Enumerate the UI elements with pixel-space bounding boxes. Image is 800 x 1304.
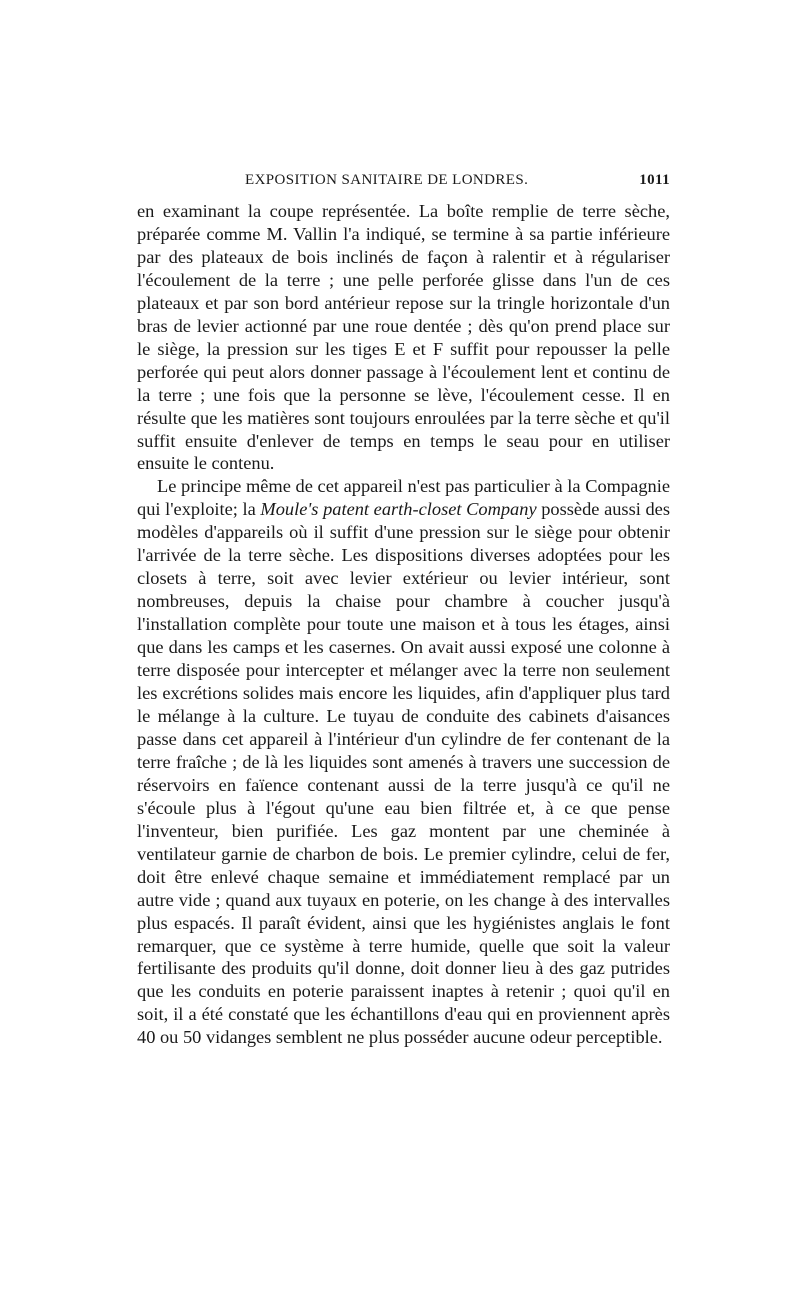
- paragraph-2-start: Le principe même de cet appareil n'est pas particulier à la Compagnie qui l'exploite; la: [137, 476, 670, 520]
- paragraph-1: en examinant la coupe représentée. La boîte remplie de terre sèche, préparée comme M. Vallin l'a indiqué, se termine à sa partie inférieure par des plateaux de bois inclinés de façon à ralentir et à régulariser l'écoulement de la terre ; une pelle perforée glisse dans l'un de ces plateaux et par son bord antérieur repose sur la tringle horizontale d'un bras de levier actionné par une roue dentée ; dès qu'on prend place sur le siège, la pression sur les tiges E et F suffit pour repousser la pelle perforée qui peut alors donner passage à l'écoulement lent et continu de la terre ; une fois que la personne se lève, l'écoulement cesse. Il en résulte que les matières sont toujours enroulées par la terre sèche et qu'il suffit ensuite d'enlever de temps en temps le seau pour en utiliser ensuite le contenu.: [137, 201, 670, 474]
- paragraph-2: [137, 475, 670, 1049]
- running-header: [137, 170, 670, 200]
- book-page: [137, 170, 670, 1049]
- paragraph-2-rest: possède aussi des modèles d'appareils où il suffit d'une pression sur le siège pour obtenir l'arrivée de la terre sèche. Les dispositions diverses adoptées pour les closets à terre, soit avec levier extérieur ou levier intérieur, sont nombreuses, depuis la chaise pour chambre à coucher jusqu'à l'installation complète pour toute une maison et à tous les étages, ainsi que dans les camps et les casernes. On avait aussi exposé une colonne à terre disposée pour intercepter et mélanger avec la terre non seulement les excrétions solides mais encore les liquides, afin d'appliquer plus tard le mélange à la culture. Le tuyau de conduite des cabinets d'aisances passe dans cet appareil à l'intérieur d'un cylindre de fer contenant de la terre fraîche ; de là les liquides sont amenés à travers une succession de réservoirs en faïence contenant aussi de la terre jusqu'à ce qu'il ne s'écoule plus à l'égout qu'une eau bien filtrée et, à ce que pense l'inventeur, bien purifiée. Les gaz montent par une cheminée à ventilateur garnie de charbon de bois. Le premier cylindre, celui de fer, doit être enlevé chaque semaine et immédiatement remplacé par un autre vide ; quand aux tuyaux en poterie, on les change à des intervalles plus espacés. Il paraît évident, ainsi que les hygiénistes anglais le font remarquer, que ce système à terre humide, quelle que soit la valeur fertilisante des produits qu'il donne, doit donner lieu à des gaz putrides que les conduits en poterie paraissent inaptes à retenir ; quoi qu'il en soit, il a été constaté que les échantillons d'eau qui en proviennent après 40 ou 50 vidanges semblent ne plus posséder aucune odeur perceptible.: [137, 499, 670, 1048]
- company-name-italic: Moule's patent earth-closet Company: [260, 499, 537, 520]
- body-text: [137, 200, 670, 1049]
- page-number: 1011: [639, 172, 670, 188]
- running-title: EXPOSITION SANITAIRE DE LONDRES.: [245, 172, 529, 188]
